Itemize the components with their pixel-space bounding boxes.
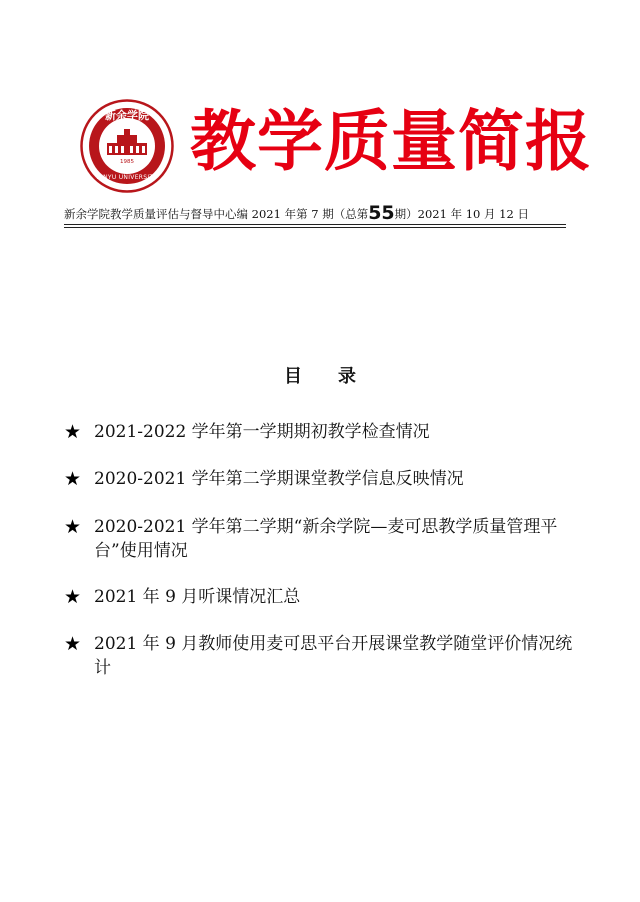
toc-item bbox=[64, 420, 574, 444]
toc-item-text: 2020-2021 学年第二学期课堂教学信息反映情况 bbox=[94, 469, 464, 489]
total-issue-number: 55 bbox=[368, 202, 395, 224]
seal-bottom-text: XINYU UNIVERSITY bbox=[96, 174, 158, 181]
toc-item bbox=[64, 585, 574, 609]
issue-info-line bbox=[64, 202, 566, 225]
star-icon: ★ bbox=[64, 516, 82, 538]
star-icon: ★ bbox=[64, 421, 82, 443]
star-icon: ★ bbox=[64, 586, 82, 608]
issue-suffix: 期）2021 年 10 月 12 日 bbox=[394, 207, 529, 221]
toc-item bbox=[64, 515, 574, 563]
issue-prefix: 新余学院教学质量评估与督导中心编 2021 年第 7 期（总第 bbox=[64, 207, 369, 221]
university-seal-logo bbox=[80, 99, 174, 193]
masthead-title: 教学质量简报 bbox=[190, 103, 592, 180]
seal-icon bbox=[80, 99, 174, 193]
toc-item bbox=[64, 632, 574, 680]
toc-item-text: 2021-2022 学年第一学期期初教学检查情况 bbox=[94, 422, 430, 442]
seal-year: 1985 bbox=[120, 159, 134, 165]
seal-top-text: 新余学院 bbox=[105, 109, 149, 122]
toc-item-text: 2021 年 9 月教师使用麦可思平台开展课堂教学随堂评价情况统计 bbox=[94, 634, 573, 678]
star-icon: ★ bbox=[64, 633, 82, 655]
star-icon: ★ bbox=[64, 468, 82, 490]
toc-item bbox=[64, 467, 574, 491]
toc-item-text: 2021 年 9 月听课情况汇总 bbox=[94, 587, 301, 607]
toc-item-text: 2020-2021 学年第二学期“新余学院—麦可思教学质量管理平台”使用情况 bbox=[94, 517, 558, 561]
toc-heading: 目录 bbox=[284, 366, 392, 387]
